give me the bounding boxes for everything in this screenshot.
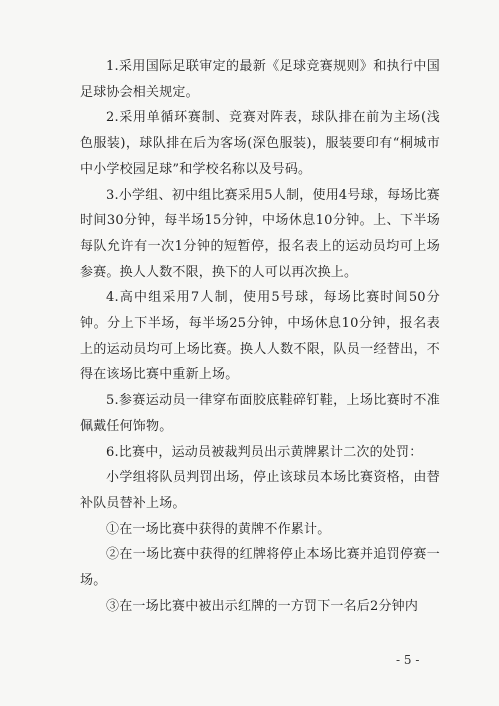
paragraph-rule-4: 4.高中组采用7人制，使用5号球，每场比赛时间50分钟。分上下半场，每半场25分钟，中场休息10分钟，报名表上的运动员均可上场比赛。换人人数不限，队员一经替出，不得在该场比赛中重新上场。 — [80, 290, 440, 383]
paragraph-rule-6-item-1: ①在一场比赛中获得的黄牌不作累计。 — [106, 521, 331, 537]
paragraph-rule-6: 6.比赛中，运动员被裁判员出示黄牌累计二次的处罚： — [106, 444, 423, 460]
paragraph-rule-3: 3.小学组、初中组比赛采用5人制，使用4号球，每场比赛时间30分钟，每半场15分钟，中场休息10分钟。上、下半场每队允许有一次1分钟的短暂停，报名表上的运动员均可上场参赛。换人人数不限，换下的人可以再次换上。 — [80, 187, 440, 280]
paragraph-rule-6-item-2: ②在一场比赛中获得的红牌将停止本场比赛并追罚停赛一场。 — [80, 547, 440, 589]
paragraph-rule-5: 5.参赛运动员一律穿布面胶底鞋碎钉鞋，上场比赛时不准佩戴任何饰物。 — [80, 393, 440, 434]
page-number: - 5 - — [396, 653, 420, 667]
paragraph-rule-2: 2.采用单循环赛制、竞赛对阵表，球队排在前为主场(浅色服装)，球队排在后为客场(深色服装)，服装要印有“桐城市中小学校园足球”和学校名称以及号码。 — [80, 110, 440, 177]
document-body — [80, 54, 440, 619]
paragraph-rule-6-primary: 小学组将队员判罚出场，停止该球员本场比赛资格，由替补队员替补上场。 — [80, 470, 440, 511]
paragraph-rule-6-item-3: ③在一场比赛中被出示红牌的一方罚下一名后2分钟内 — [106, 598, 419, 614]
paragraph-rule-1: 1.采用国际足联审定的最新《足球竞赛规则》和执行中国足球协会相关规定。 — [80, 59, 440, 100]
